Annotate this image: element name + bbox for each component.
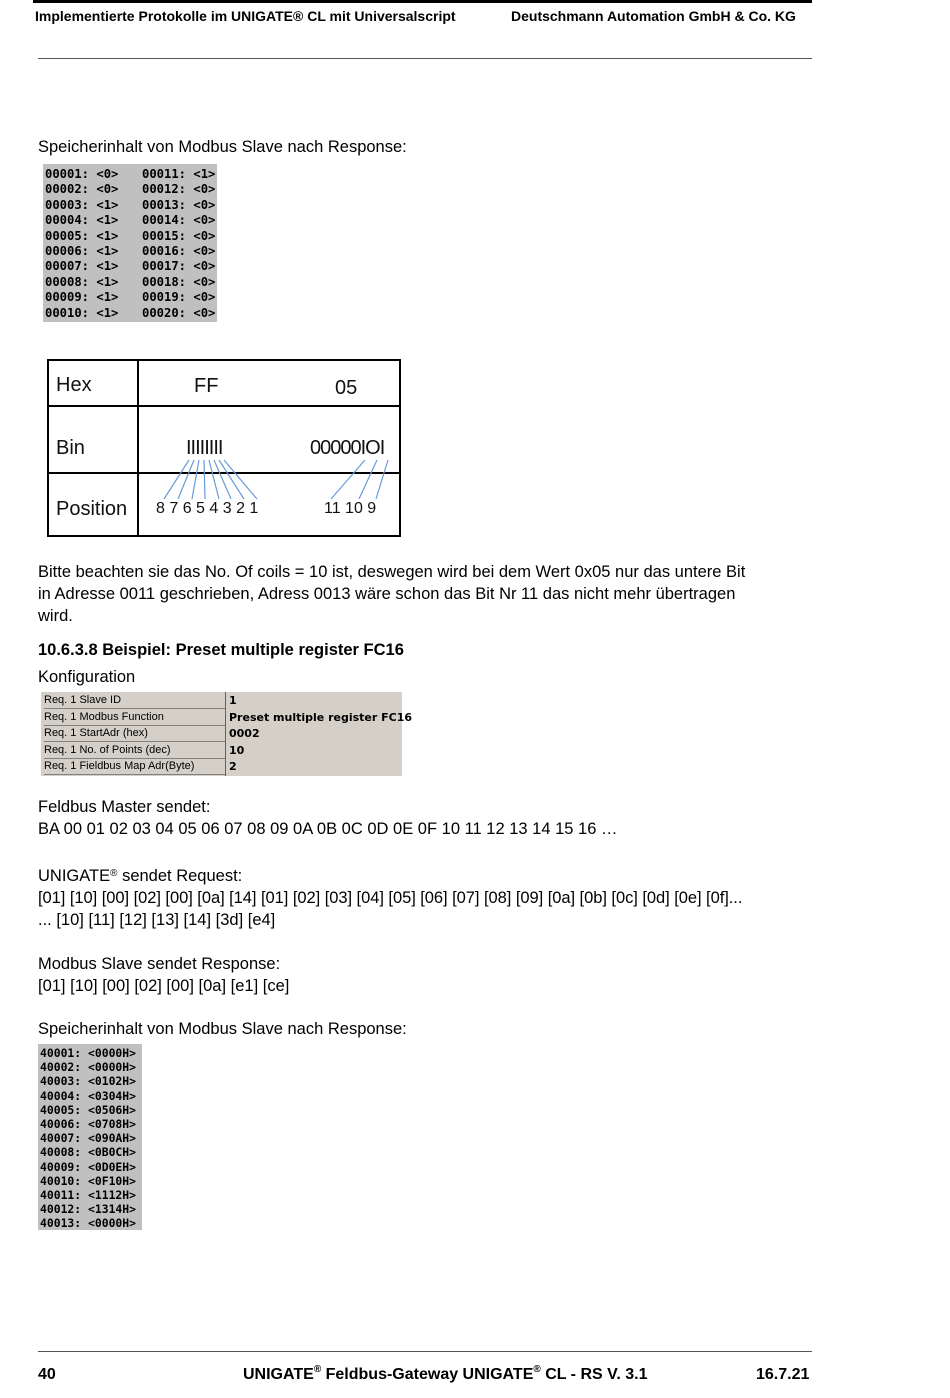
note-line-2: in Adresse 0011 geschrieben, Adress 0013 wäre schon das Bit Nr 11 das nicht mehr übertragen: [38, 585, 736, 603]
coil-memory-line: 00012: <0>: [142, 182, 216, 197]
response-label: Modbus Slave sendet Response:: [38, 955, 281, 973]
coil-memory-line: 00016: <0>: [142, 244, 216, 259]
header-left: Implementierte Protokolle im UNIGATE® CL mit Universalscript: [35, 8, 456, 24]
register-memory-line: 40008: <0B0CH>: [40, 1145, 137, 1160]
positions-second-byte: 11 10 9: [324, 500, 377, 517]
config-row-value: Preset multiple register FC16: [229, 710, 413, 724]
register-memory-line: 40013: <0000H>: [40, 1216, 137, 1231]
footer-title-b: Feldbus-Gateway UNIGATE: [321, 1366, 534, 1383]
footer-title: [243, 1366, 647, 1384]
coil-memory-line: 00002: <0>: [45, 182, 119, 197]
coil-memory-column-2: [142, 167, 215, 321]
register-memory-line: 40001: <0000H>: [40, 1046, 137, 1060]
header-rule: [38, 58, 812, 59]
config-row-value: 2: [229, 760, 237, 773]
coil-memory-line: 00015: <0>: [142, 228, 216, 243]
master-label: Feldbus Master sendet:: [38, 798, 211, 816]
config-row-name: Req. 1 Fieldbus Map Adr(Byte): [44, 759, 225, 775]
register-memory-dump: [38, 1044, 142, 1230]
register-memory-line: 40012: <1314H>: [40, 1202, 137, 1217]
config-row: [41, 759, 402, 775]
coil-memory-line: 00009: <1>: [45, 290, 119, 305]
row-label-hex: Hex: [56, 374, 92, 396]
coil-memory-line: 00001: <0>: [45, 167, 119, 181]
memory-title-registers: Speicherinhalt von Modbus Slave nach Response:: [38, 1020, 407, 1038]
config-table: [41, 692, 413, 776]
coil-memory-line: 00011: <1>: [142, 167, 216, 181]
register-memory-line: 40011: <1112H>: [40, 1188, 137, 1203]
coil-memory-line: 00003: <1>: [45, 197, 119, 212]
config-row-name: Req. 1 StartAdr (hex): [44, 726, 225, 742]
footer-title-c: CL - RS V. 3.1: [540, 1366, 648, 1383]
config-row-name: Req. 1 Slave ID: [44, 693, 225, 709]
config-row: [41, 726, 402, 742]
coil-memory-line: 00007: <1>: [45, 259, 119, 274]
row-label-position: Position: [56, 498, 128, 520]
memory-title-coils: Speicherinhalt von Modbus Slave nach Response:: [38, 138, 407, 156]
note-line-3: wird.: [38, 607, 73, 625]
coil-memory-line: 00008: <1>: [45, 274, 119, 289]
register-memory-line: 40006: <0708H>: [40, 1117, 137, 1132]
config-row: [41, 743, 402, 759]
row-label-bin: Bin: [56, 437, 85, 459]
config-row-value: 1: [229, 694, 237, 707]
footer-rule: [38, 1351, 812, 1352]
register-memory-line: 40009: <0D0EH>: [40, 1159, 137, 1174]
coil-memory-line: 00004: <1>: [45, 213, 119, 228]
register-memory-line: 40005: <0506H>: [40, 1102, 137, 1117]
register-memory-line: 40004: <0304H>: [40, 1088, 137, 1103]
coil-memory-column-1: [45, 167, 118, 321]
coil-memory-dump: [43, 164, 217, 322]
request-label-a: UNIGATE: [38, 867, 111, 885]
request-label-b: sendet Request:: [117, 867, 243, 885]
config-row-name: Req. 1 Modbus Function: [44, 710, 225, 726]
header-right: Deutschmann Automation GmbH & Co. KG: [511, 8, 796, 24]
master-data: BA 00 01 02 03 04 05 06 07 08 09 0A 0B 0C 0D 0E 0F 10 11 12 13 14 15 16 …: [38, 820, 618, 838]
request-line-2: ... [10] [11] [12] [13] [14] [3d] [e4]: [38, 911, 276, 929]
hex-value-ff: FF: [194, 375, 219, 397]
hex-value-05: 05: [335, 377, 358, 399]
footer-date: 16.7.21: [756, 1366, 810, 1383]
register-memory-line: 40007: <090AH>: [40, 1131, 137, 1146]
registered-mark: ®: [110, 868, 118, 879]
coil-memory-line: 00010: <1>: [45, 305, 119, 320]
bin-value-ff: IIIIIIII: [186, 437, 223, 459]
request-label: [38, 865, 242, 887]
config-label: Konfiguration: [38, 668, 136, 686]
bit-diagram: [47, 359, 401, 537]
registered-mark: ®: [533, 1364, 541, 1375]
coil-memory-line: 00018: <0>: [142, 274, 216, 289]
config-row-name: Req. 1 No. of Points (dec): [44, 743, 225, 759]
config-row-value: 10: [229, 743, 245, 757]
coil-memory-line: 00020: <0>: [142, 305, 216, 320]
header-top-bar: [33, 0, 812, 3]
config-row: [41, 693, 402, 709]
coil-memory-line: 00005: <1>: [45, 228, 119, 243]
bin-value-05: 00000IOI: [310, 437, 385, 459]
registered-mark: ®: [313, 1364, 322, 1375]
register-memory-line: 40010: <0F10H>: [40, 1173, 137, 1188]
config-row: [41, 710, 413, 726]
note-line-1: Bitte beachten sie das No. Of coils = 10 ist, deswegen wird bei dem Wert 0x05 nur das untere Bit: [38, 563, 746, 581]
coil-memory-line: 00006: <1>: [45, 244, 119, 259]
coil-memory-line: 00019: <0>: [142, 290, 216, 305]
register-memory-line: 40003: <0102H>: [40, 1074, 137, 1089]
footer-page-number: 40: [38, 1366, 56, 1383]
coil-memory-line: 00013: <0>: [142, 197, 216, 212]
positions-first-byte: 8 7 6 5 4 3 2 1: [156, 500, 259, 517]
footer-title-a: UNIGATE: [243, 1366, 314, 1383]
register-memory-line: 40002: <0000H>: [40, 1060, 137, 1075]
request-line-1: [01] [10] [00] [02] [00] [0a] [14] [01] [02] [03] [04] [05] [06] [07] [08] [09] [0a] [0b] [0c] [0d] [0e] [0f]...: [38, 889, 743, 907]
coil-memory-line: 00014: <0>: [142, 213, 216, 228]
section-heading-fc16: 10.6.3.8 Beispiel: Preset multiple register FC16: [38, 641, 404, 659]
config-row-value: 0002: [229, 727, 260, 740]
response-data: [01] [10] [00] [02] [00] [0a] [e1] [ce]: [38, 977, 290, 995]
coil-memory-line: 00017: <0>: [142, 259, 216, 274]
